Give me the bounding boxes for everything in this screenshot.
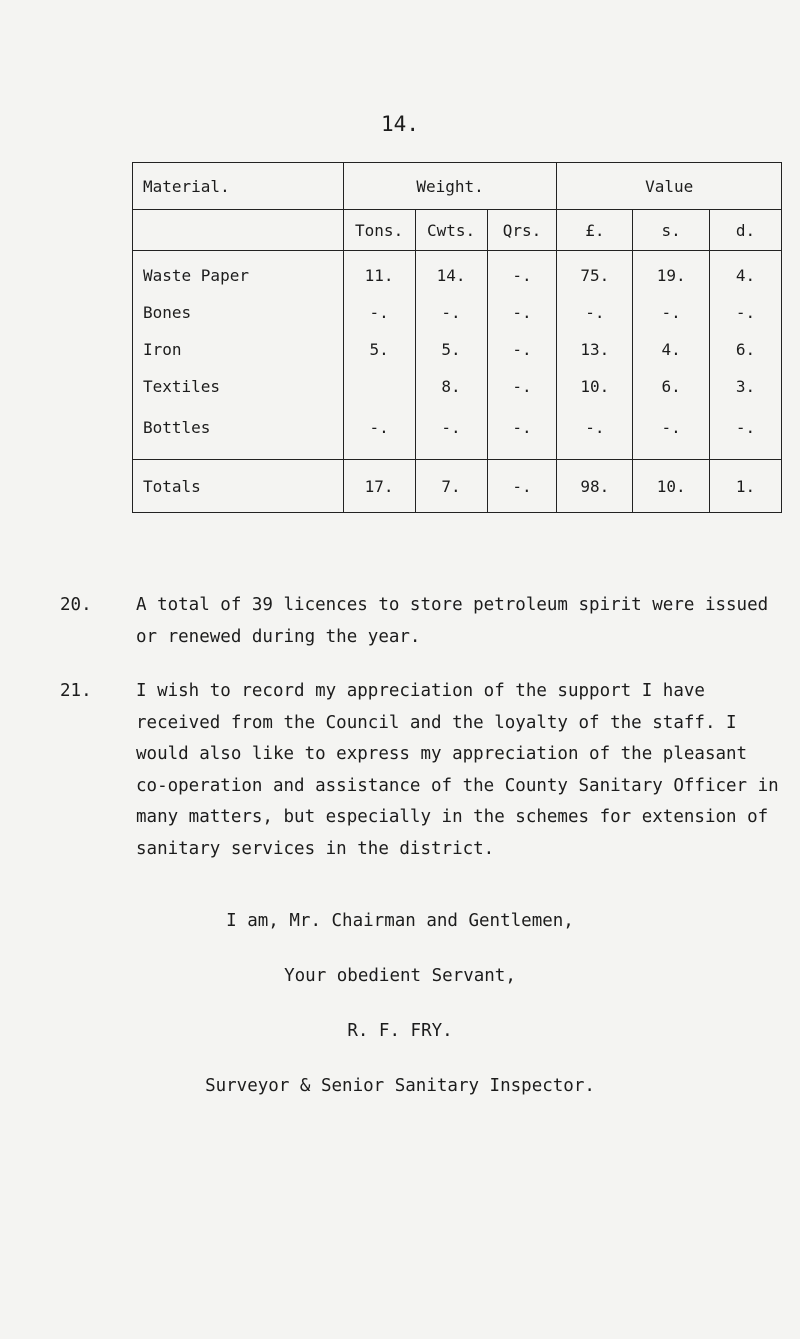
page-number: 14. — [381, 112, 419, 136]
table-header-row — [133, 163, 782, 210]
cell-shillings: 19. — [633, 251, 710, 295]
row-material: Waste Paper — [133, 251, 344, 295]
total-tons: 17. — [343, 460, 415, 513]
paragraph-text: A total of 39 licences to store petroleum spirit were issued or renewed during the year. — [136, 595, 769, 647]
cell-pounds: -. — [557, 294, 633, 331]
paragraph-number: 20. — [60, 595, 92, 615]
cell-qrs: -. — [487, 405, 557, 460]
header-value: Value — [557, 163, 782, 210]
table-row — [133, 405, 782, 460]
cell-cwts: -. — [415, 294, 487, 331]
header-weight: Weight. — [343, 163, 557, 210]
totals-label: Totals — [133, 460, 344, 513]
cell-tons: -. — [343, 405, 415, 460]
signatory-name: R. F. FRY. — [347, 1021, 453, 1041]
cell-cwts: -. — [415, 405, 487, 460]
cell-cwts: 14. — [415, 251, 487, 295]
cell-qrs: -. — [487, 251, 557, 295]
materials-table — [132, 162, 782, 513]
table-row — [133, 294, 782, 331]
cell-tons — [343, 368, 415, 405]
header-material: Material. — [133, 163, 344, 210]
cell-tons: 11. — [343, 251, 415, 295]
paragraph-21 — [60, 676, 780, 865]
row-material: Bottles — [133, 405, 344, 460]
cell-shillings: 4. — [633, 331, 710, 368]
subheader-qrs: Qrs. — [487, 210, 557, 251]
cell-cwts: 8. — [415, 368, 487, 405]
cell-pounds: 10. — [557, 368, 633, 405]
paragraph-number: 21. — [60, 681, 92, 701]
table-row — [133, 251, 782, 295]
cell-pence: 3. — [710, 368, 782, 405]
paragraph-text: I wish to record my appreciation of the support I have received from the Council and the loyalty of the staff. I would also like to express my appreciation of the pleasant co-operation and assistance of the County Sanitary Officer in many matters, but especially in the schemes for extension of sanitary services in the district. — [136, 681, 779, 859]
cell-tons: -. — [343, 294, 415, 331]
subheader-pence: d. — [710, 210, 782, 251]
totals-row — [133, 460, 782, 513]
cell-shillings: 6. — [633, 368, 710, 405]
cell-qrs: -. — [487, 368, 557, 405]
table-subheader-row — [133, 210, 782, 251]
total-cwts: 7. — [415, 460, 487, 513]
cell-shillings: -. — [633, 405, 710, 460]
table-row — [133, 368, 782, 405]
cell-pence: -. — [710, 405, 782, 460]
cell-tons: 5. — [343, 331, 415, 368]
paragraph-20 — [60, 590, 780, 653]
cell-qrs: -. — [487, 294, 557, 331]
cell-pounds: 13. — [557, 331, 633, 368]
closing-salutation: I am, Mr. Chairman and Gentlemen, — [226, 911, 574, 931]
subheader-tons: Tons. — [343, 210, 415, 251]
cell-shillings: -. — [633, 294, 710, 331]
cell-pence: 4. — [710, 251, 782, 295]
signatory-title: Surveyor & Senior Sanitary Inspector. — [205, 1076, 595, 1096]
subheader-pounds: £. — [557, 210, 633, 251]
cell-pence: 6. — [710, 331, 782, 368]
cell-pounds: -. — [557, 405, 633, 460]
cell-pence: -. — [710, 294, 782, 331]
row-material: Textiles — [133, 368, 344, 405]
subheader-shillings: s. — [633, 210, 710, 251]
table-row — [133, 331, 782, 368]
total-qrs: -. — [487, 460, 557, 513]
cell-pounds: 75. — [557, 251, 633, 295]
total-pounds: 98. — [557, 460, 633, 513]
row-material: Bones — [133, 294, 344, 331]
closing-valediction: Your obedient Servant, — [284, 966, 516, 986]
row-material: Iron — [133, 331, 344, 368]
total-shillings: 10. — [633, 460, 710, 513]
cell-qrs: -. — [487, 331, 557, 368]
subheader-cwts: Cwts. — [415, 210, 487, 251]
cell-cwts: 5. — [415, 331, 487, 368]
total-pence: 1. — [710, 460, 782, 513]
